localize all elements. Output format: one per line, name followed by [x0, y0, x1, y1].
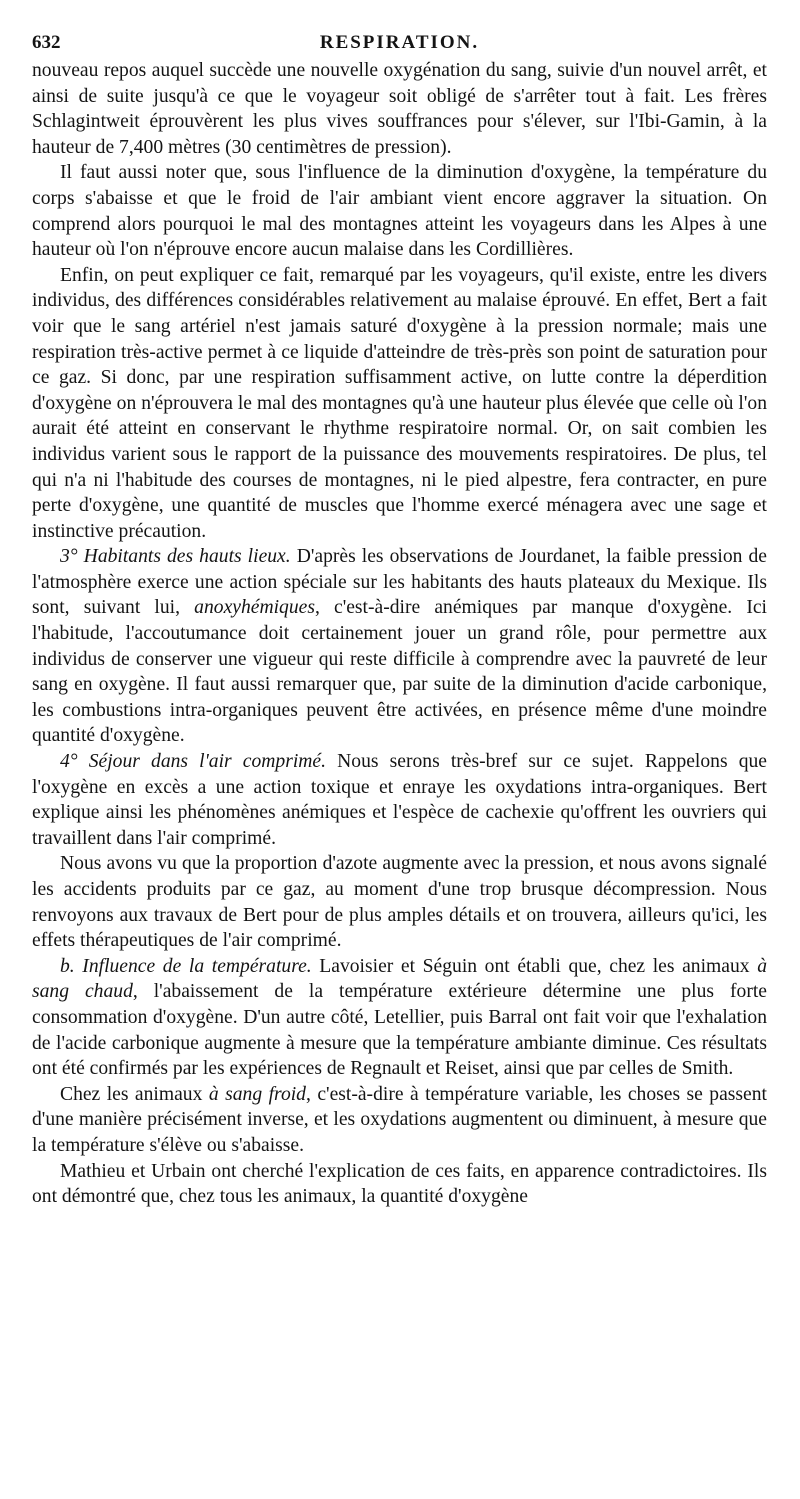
paragraph-sang-froid	[32, 1082, 767, 1159]
page-number: 632	[32, 32, 61, 53]
section-air-comprime	[32, 749, 767, 851]
sang-froid-text-b: , c'est-à-dire à température variable, les choses se passent d'une manière précisément inverse, et les oxydations augmentent ou diminuent, à mesure que la température s'élève ou s'abaisse.	[32, 1083, 767, 1156]
section-b-text-b: , l'abaissement de la température extérieure détermine une plus forte consommation d'oxygène. D'un autre côté, Letellier, puis Barral ont fait voir que l'exhalation de l'acide carbonique augmente à mesure que la température ambiante diminue. Ces résultats ont été confirmés par les expériences de Regnault et Reiset, ainsi que par celles de Smith.	[32, 981, 767, 1080]
term-sang-froid: à sang froid	[208, 1083, 306, 1105]
paragraph-1-continuation: nouveau repos auquel succède une nouvelle oxygénation du sang, suivie d'un nouvel arrêt, et ainsi de suite jusqu'à ce que le voyageur soit obligé de s'arrêter tout à fait. Les frères Schlagintweit éprouvèrent les plus vives souffrances pour s'élever, sur l'Ibi-Gamin, à la hauteur de 7,400 mètres (30 centimètres de pression).	[32, 60, 767, 158]
body-text	[32, 58, 767, 1210]
section-b-text-a: Lavoisier et Séguin ont établi que, chez les animaux	[319, 955, 758, 977]
sang-froid-text-a: Chez les animaux	[60, 1083, 209, 1105]
section-3-text-b: , c'est-à-dire anémiques par manque d'oxygène. Ici l'habitude, l'accoutumance doit certainement jouer un grand rôle, pour permettre aux individus de conserver une vigueur qui reste difficile à comprendre avec la pauvreté de leur sang en oxygène. Il faut aussi remarquer que, par suite de la diminution d'acide carbonique, les combustions intra-organiques peuvent être activées, en présence même d'une moindre quantité d'oxygène.	[32, 597, 767, 747]
paragraph-2: Il faut aussi noter que, sous l'influence de la diminution d'oxygène, la température du corps s'abaisse et que le froid de l'air ambiant vient encore aggraver la situation. On comprend alors pourquoi le mal des montagnes atteint les voyageurs dans les Alpes à une hauteur où l'on n'éprouve encore aucun malaise dans les Cordillières.	[32, 162, 767, 261]
section-3-text-a: D'après les observations de Jourdanet, la faible pression de l'atmosphère exerce une action spéciale sur les habitants des hauts plateaux du Mexique. Ils sont, suivant lui,	[32, 546, 767, 619]
section-heading-3: 3° Habitants des hauts lieux.	[60, 546, 291, 568]
term-sang-chaud: à sang chaud	[32, 955, 767, 1003]
section-4-text: Nous serons très-bref sur ce sujet. Rappelons que l'oxygène en excès a une action toxique et enraye les oxydations intra-organiques. Bert explique ainsi les phénomènes anémiques et l'espèce de cachexie qu'offrent les ouvriers qui travaillent dans l'air comprimé.	[32, 751, 768, 849]
section-influence-temperature	[32, 954, 767, 1082]
page-header	[32, 28, 767, 58]
section-heading-b: b. Influence de la température.	[60, 955, 312, 977]
paragraph-mathieu-urbain: Mathieu et Urbain ont cherché l'explication de ces faits, en apparence contradictoires. Ils ont démontré que, chez tous les animaux, la quantité d'oxygène	[32, 1160, 767, 1208]
book-page	[32, 28, 767, 1210]
running-title: RESPIRATION.	[319, 32, 480, 53]
paragraph-azote: Nous avons vu que la proportion d'azote augmente avec la pression, et nous avons signalé les accidents produits par ce gaz, au moment d'une trop brusque décompression. Nous renvoyons aux travaux de Bert pour de plus amples détails et on trouvera, ailleurs qu'ici, les effets thérapeutiques de l'air comprimé.	[32, 853, 767, 952]
section-habitants-hauts-lieux	[32, 544, 767, 749]
term-anoxyhemiques: anoxyhémiques	[194, 597, 315, 619]
section-heading-4: 4° Séjour dans l'air comprimé.	[60, 751, 327, 773]
paragraph-3: Enfin, on peut expliquer ce fait, remarqué par les voyageurs, qu'il existe, entre les divers individus, des différences considérables relativement au malaise éprouvé. En effet, Bert a fait voir que le sang artériel n'est jamais saturé d'oxygène à la pression normale; mais une respiration très-active permet à ce liquide d'atteindre de très-près son point de saturation pour ce gaz. Si donc, par une respiration suffisamment active, on lutte contre la déperdition d'oxygène on n'éprouvera le mal des montagnes qu'à une hauteur plus élevée que celle où l'on aurait été atteint en conservant le rhythme respiratoire normal. Or, on sait combien les individus varient sous le rapport de la puissance des mouvements respiratoires. De plus, tel qui n'a ni l'habitude des courses de montagnes, ni le pied alpestre, fera contracter, en pure perte d'oxygène, une quantité de muscles que l'homme exercé ménagera avec une sage et instinctive précaution.	[32, 264, 767, 542]
